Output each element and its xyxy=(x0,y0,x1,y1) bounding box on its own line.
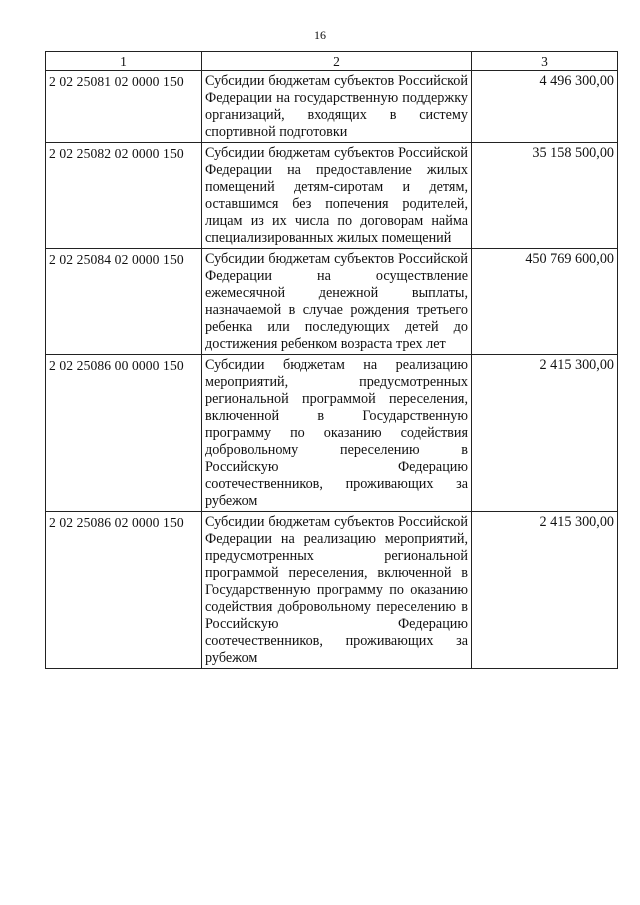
subsidy-amount: 450 769 600,00 xyxy=(472,249,618,355)
subsidy-description: Субсидии бюджетам субъектов Российской Федерации на реализацию мероприятий, предусмотренных региональной программой переселения, включенной в Государственную программу по оказанию содействия добровольному переселению в Российскую Федерацию соотечественников, проживающих за рубежом xyxy=(202,512,472,669)
budget-code: 2 02 25082 02 0000 150 xyxy=(46,143,202,249)
table-header-row xyxy=(46,52,618,71)
table-row xyxy=(46,249,618,355)
column-header-amount: 3 xyxy=(472,52,618,71)
table-row xyxy=(46,71,618,143)
budget-code: 2 02 25086 02 0000 150 xyxy=(46,512,202,669)
budget-code: 2 02 25084 02 0000 150 xyxy=(46,249,202,355)
subsidy-amount: 2 415 300,00 xyxy=(472,512,618,669)
page-number: 16 xyxy=(314,28,326,42)
table-row xyxy=(46,512,618,669)
subsidy-amount: 35 158 500,00 xyxy=(472,143,618,249)
column-header-code: 1 xyxy=(46,52,202,71)
subsidy-amount: 2 415 300,00 xyxy=(472,355,618,512)
budget-code: 2 02 25086 00 0000 150 xyxy=(46,355,202,512)
subsidy-description: Субсидии бюджетам на реализацию мероприятий, предусмотренных региональной программой переселения, включенной в Государственную программу по оказанию содействия добровольному переселению в Российскую Федерацию соотечественников, проживающих за рубежом xyxy=(202,355,472,512)
subsidy-description: Субсидии бюджетам субъектов Российской Федерации на государственную поддержку организаций, входящих в систему спортивной подготовки xyxy=(202,71,472,143)
column-header-description: 2 xyxy=(202,52,472,71)
budget-code: 2 02 25081 02 0000 150 xyxy=(46,71,202,143)
table-row xyxy=(46,143,618,249)
subsidy-amount: 4 496 300,00 xyxy=(472,71,618,143)
subsidy-description: Субсидии бюджетам субъектов Российской Федерации на осуществление ежемесячной денежной выплаты, назначаемой в случае рождения третьего ребенка или последующих детей до достижения ребенком возраста трех лет xyxy=(202,249,472,355)
table-row xyxy=(46,355,618,512)
subsidy-description: Субсидии бюджетам субъектов Российской Федерации на предоставление жилых помещений детям-сиротам и детям, оставшимся без попечения родителей, лицам из их числа по договорам найма специализированных жилых помещений xyxy=(202,143,472,249)
revenue-table xyxy=(45,51,618,669)
